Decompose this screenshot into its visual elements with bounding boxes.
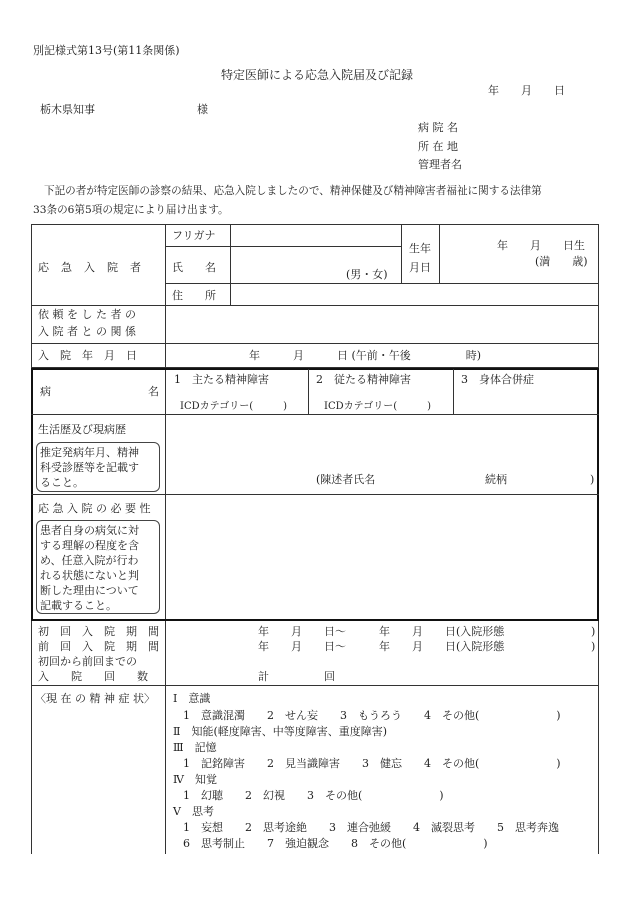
- necessity-note-line3: め、任意入院が行わ: [40, 554, 139, 567]
- secondary-disorder-label: 2 従たる精神障害: [316, 373, 411, 386]
- informant-name-field[interactable]: (陳述者氏名: [316, 473, 376, 486]
- history-note-line2: 科受診歴等を記載す: [40, 461, 139, 474]
- addressee: 栃木県知事: [40, 103, 95, 116]
- necessity-note-line1: 患者自身の病気に対: [40, 524, 139, 537]
- intro-text-line1: 下記の者が特定医師の診察の結果、応急入院しましたので、精神保健及び精神障害者福祉に関する法律第: [44, 185, 542, 197]
- requester-label-line1: 依 頼 を し た 者 の: [38, 308, 136, 321]
- name-label: 氏 名: [172, 261, 216, 274]
- age-field[interactable]: (満 歳): [535, 255, 588, 268]
- form-number: 別記様式第13号(第11条関係): [33, 44, 180, 57]
- admission-count-label-line2: 入 院 回 数: [38, 670, 148, 683]
- patient-label: 応 急 入 院 者: [38, 261, 142, 274]
- symptom-options-consciousness[interactable]: 1 意識混濁 2 せん妄 3 もうろう 4 その他( ): [183, 709, 561, 722]
- requester-label-line2: 入 院 者 と の 関 係: [38, 325, 136, 338]
- disease-label-left: 病: [40, 385, 51, 398]
- first-admission-period-field[interactable]: 年 月 日〜 年 月 日(入院形態: [258, 625, 505, 638]
- addressee-honorific: 様: [197, 103, 208, 116]
- necessity-note-line2: する理解の程度を含: [40, 539, 139, 552]
- symptom-category-perception: Ⅳ 知覚: [173, 773, 217, 786]
- necessity-label: 応 急 入 院 の 必 要 性: [38, 502, 151, 515]
- history-note-line3: ること。: [40, 476, 84, 489]
- symptom-category-intelligence[interactable]: Ⅱ 知能(軽度障害、中等度障害、重度障害): [173, 725, 388, 738]
- physical-complication-label: 3 身体合併症: [461, 373, 534, 386]
- first-admission-label: 初 回 入 院 期 間: [38, 625, 159, 638]
- furigana-label: フリガナ: [172, 229, 216, 242]
- informant-relation-field[interactable]: 続柄: [485, 473, 507, 486]
- disease-label-right: 名: [148, 385, 159, 398]
- hospital-name-label: 病 院 名: [418, 121, 458, 134]
- admission-date-field[interactable]: 年 月 日 (午前・午後 時): [249, 349, 482, 362]
- admission-count-label-line1: 初回から前回までの: [38, 655, 137, 668]
- previous-admission-period-field[interactable]: 年 月 日〜 年 月 日(入院形態: [258, 640, 505, 653]
- intro-text-line2: 33条の6第5項の規定により届け出ます。: [33, 204, 229, 216]
- current-symptoms-label: 〈現 在 の 精 神 症 状〉: [35, 692, 155, 705]
- birth-date-field[interactable]: 年 月 日生: [497, 239, 585, 252]
- symptom-category-memory: Ⅲ 記憶: [173, 741, 217, 754]
- sex-field[interactable]: (男・女): [346, 268, 388, 281]
- previous-admission-close-paren: ): [591, 640, 596, 653]
- symptom-options-perception[interactable]: 1 幻聴 2 幻視 3 その他( ): [183, 789, 444, 802]
- submission-date: 年 月 日: [488, 84, 565, 97]
- administrator-label: 管理者名: [418, 158, 462, 171]
- birth-label-1: 生年: [409, 242, 431, 255]
- main-disorder-label: 1 主たる精神障害: [174, 373, 269, 386]
- symptom-category-consciousness: Ⅰ 意識: [173, 692, 211, 705]
- admission-count-field[interactable]: 計 回: [258, 670, 335, 683]
- necessity-note-line5: 断した理由について: [40, 584, 139, 597]
- necessity-note-line4: れる状態にないと判: [40, 569, 139, 582]
- first-admission-close-paren: ): [591, 625, 596, 638]
- symptom-options-thought-2[interactable]: 6 思考制止 7 強迫観念 8 その他( ): [183, 837, 488, 850]
- form-title: 特定医師による応急入院届及び記録: [221, 68, 414, 82]
- history-note-line1: 推定発病年月、精神: [40, 446, 139, 459]
- admission-date-label: 入 院 年 月 日: [38, 349, 137, 362]
- symptom-options-thought-1[interactable]: 1 妄想 2 思考途絶 3 連合弛緩 4 滅裂思考 5 思考奔逸: [183, 821, 559, 834]
- informant-close-paren: ): [590, 473, 595, 486]
- previous-admission-label: 前 回 入 院 期 間: [38, 640, 159, 653]
- history-label: 生活歴及び現病歴: [38, 423, 126, 436]
- birth-label-2: 月日: [409, 261, 431, 274]
- symptom-options-memory[interactable]: 1 記銘障害 2 見当識障害 3 健忘 4 その他( ): [183, 757, 561, 770]
- icd-category-main[interactable]: ICDカテゴリー( ): [180, 401, 288, 412]
- symptom-category-thought: Ⅴ 思考: [173, 805, 214, 818]
- hospital-address-label: 所 在 地: [418, 140, 458, 153]
- icd-category-secondary[interactable]: ICDカテゴリー( ): [324, 401, 432, 412]
- address-label: 住 所: [172, 289, 216, 302]
- necessity-note-line6: 記載すること。: [40, 599, 117, 612]
